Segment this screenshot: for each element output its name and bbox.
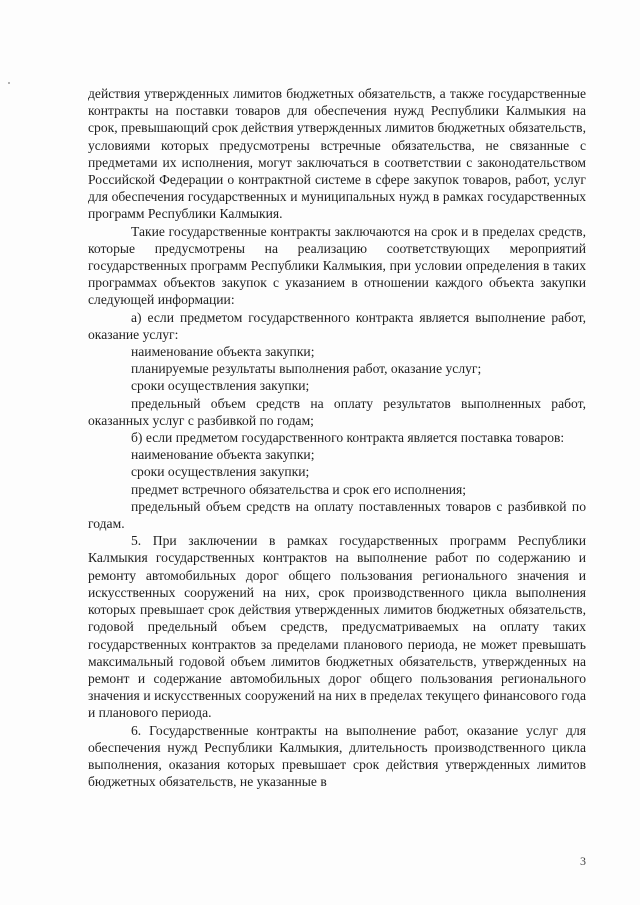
page-number: 3 — [580, 854, 586, 868]
scan-artifact — [8, 82, 10, 84]
list-item: сроки осуществления закупки; — [131, 464, 310, 480]
list-item: наименование объекта закупки; — [131, 447, 315, 463]
document-body — [88, 85, 586, 790]
paragraph-item-a: а) если предметом государственного контракта является выполнение работ, оказание услуг: — [88, 309, 586, 342]
list-item: предельный объем средств на оплату результатов выполненных работ, оказанных услуг с разбивкой по годам; — [88, 395, 586, 428]
list-item: планируемые результаты выполнения работ, оказание услуг; — [131, 361, 482, 377]
list-item: предмет встречного обязательства и срок его исполнения; — [131, 481, 467, 497]
paragraph-section-5: 5. При заключении в рамках государственных программ Республики Калмыкия государственных контрактов на выполнение работ по содержанию и ремонту автомобильных дорог общего пользования регионального значения и искусственных сооружений на них, срок производственного цикла выполнения которых превышает срок действия утвержденных лимитов бюджетных обязательств, годовой предельный объем средств, предусматриваемых на оплату таких государственных контрактов за пределами планового периода, не может превышать максимальный годовой объем лимитов бюджетных обязательств, утвержденных на ремонт и содержание автомобильных дорог общего пользования регионального значения и искусственных сооружений на них в пределах текущего финансового года и планового периода. — [88, 533, 586, 721]
paragraph-item-b: б) если предметом государственного контракта является поставка товаров: — [131, 430, 565, 446]
list-item: наименование объекта закупки; — [131, 344, 315, 360]
paragraph-continuation: действия утвержденных лимитов бюджетных обязательств, а также государственные контракты на поставки товаров для обеспечения нужд Республики Калмыкия на срок, превышающий срок действия утвержденных лимитов бюджетных обязательств, условиями которых предусмотрены встречные обязательства, не связанные с предметами их исполнения, могут заключаться в соответствии с законодательством Российской Федерации о контрактной системе в сфере закупок товаров, работ, услуг для обеспечения государственных и муниципальных нужд в рамках государственных программ Республики Калмыкия. — [88, 86, 586, 222]
list-item: сроки осуществления закупки; — [131, 378, 310, 394]
list-item: предельный объем средств на оплату поставленных товаров с разбивкой по годам. — [88, 498, 586, 532]
paragraph-contracts-terms: Такие государственные контракты заключаются на срок и в пределах средств, которые предусмотрены на реализацию соответствующих мероприятий государственных программ Республики Калмыкия, при условии определения в таких программах объектов закупок с указанием в отношении каждого объекта закупки следующей информации: — [88, 223, 586, 308]
paragraph-section-6: 6. Государственные контракты на выполнение работ, оказание услуг для обеспечения нужд Республики Калмыкия, длительность производственного цикла выполнения, оказания которых превышает срок действия утвержденных лимитов бюджетных обязательств, не указанные в — [88, 722, 586, 790]
